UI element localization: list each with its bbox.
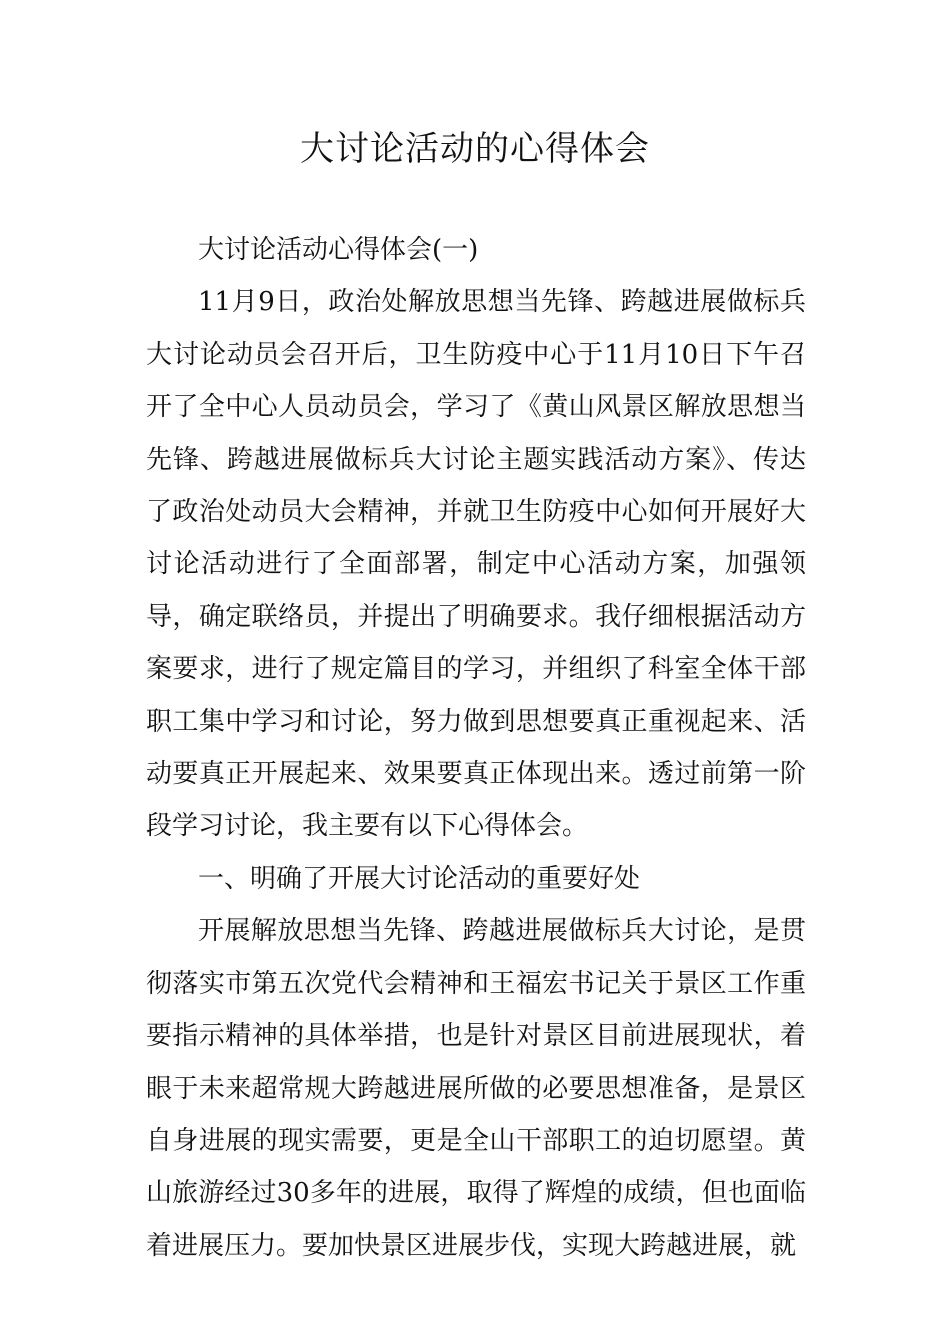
body-paragraph: 11月9日，政治处解放思想当先锋、跨越进展做标兵大讨论动员会召开后，卫生防疫中心于11月10日下午召开了全中心人员动员会，学习了《黄山风景区解放思想当先锋、跨越进展做标兵大讨论主题实践活动方案》、传达了政治处动员大会精神，并就卫生防疫中心如何开展好大讨论活动进行了全面部署，制定中心活动方案，加强领导，确定联络员，并提出了明确要求。我仔细根据活动方案要求，进行了规定篇目的学习，并组织了科室全体干部职工集中学习和讨论，努力做到思想要真正重视起来、活动要真正开展起来、效果要真正体现出来。透过前第一阶段学习讨论，我主要有以下心得体会。 (146, 287, 806, 842)
document-title: 大讨论活动的心得体会 (300, 129, 650, 169)
body-paragraph: 开展解放思想当先锋、跨越进展做标兵大讨论，是贯彻落实市第五次党代会精神和王福宏书记关于景区工作重要指示精神的具体举措，也是针对景区目前进展现状，着眼于未来超常规大跨越进展所做的必要思想准备，是景区自身进展的现实需要，更是全山干部职工的迫切愿望。黄山旅游经过30多年的进展，取得了辉煌的成绩，但也面临着进展压力。要加快景区进展步伐，实现大跨越进展，就 (146, 916, 806, 1261)
section-heading: 一、明确了开展大讨论活动的重要好处 (198, 863, 641, 894)
document-body (146, 224, 806, 1272)
section-subtitle: 大讨论活动心得体会(一) (198, 235, 479, 265)
